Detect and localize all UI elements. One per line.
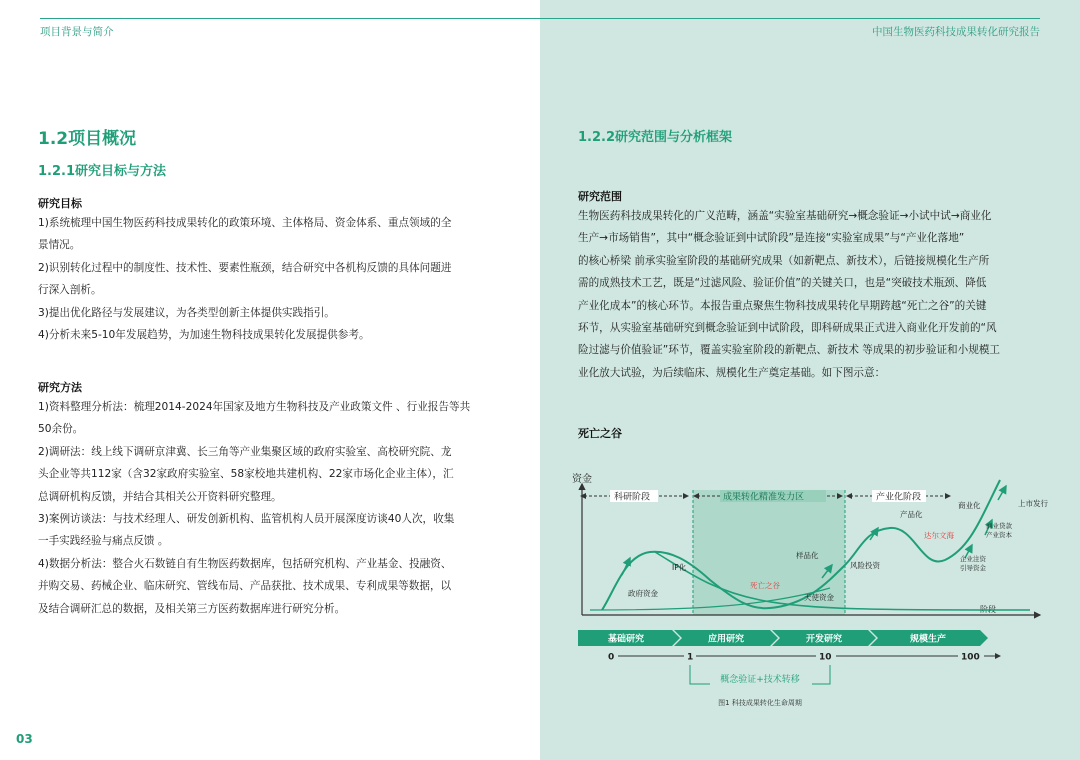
methods-line: 一手实践经验与痛点反馈 。 <box>38 535 169 548</box>
header-rule <box>540 18 1040 19</box>
listing-arrow <box>998 486 1006 500</box>
listing-label: 上市发行 <box>1018 499 1048 508</box>
commercial-label: 商业化 <box>958 501 981 510</box>
methods-line: 4)数据分析法：整合火石数链自有生物医药数据库，包括研究机构、产业基金、投融资、 <box>38 557 452 570</box>
scope-line: 生产→市场销售”，其中“概念验证到中试阶段”是连接“实验室成果”与“产业化落地” <box>578 232 965 245</box>
ef-line: 企业注资 <box>960 555 986 563</box>
enterprise-funds-label <box>960 554 987 572</box>
phase-research-label: 科研阶段 <box>614 492 651 503</box>
scale-100: 100 <box>961 652 980 663</box>
figure-caption: 图1 科技成果转化生命周期 <box>718 699 802 707</box>
goals-line: 4)分析未来5-10年发展趋势，为加速生物科技成果转化发展提供参考。 <box>38 329 370 342</box>
darwin-sea-label: 达尔文海 <box>924 531 954 540</box>
gov-funds-label: 政府资金 <box>628 589 658 598</box>
page-number: 03 <box>16 732 33 746</box>
x-axis-label: 阶段 <box>980 605 996 614</box>
methods-line: 及结合调研汇总的数据，及相关第三方医药数据库进行研究分析。 <box>38 602 346 615</box>
methods-line: 2)调研法：线上线下调研京津冀、长三角等产业集聚区域的政府实验室、高校研究院、龙 <box>38 445 452 458</box>
scope-heading: 研究范围 <box>578 190 622 203</box>
goals-paragraph <box>38 212 518 346</box>
goals-line: 3)提出优化路径与发展建议，为各类型创新主体提供实践指引。 <box>38 306 335 319</box>
gov-arrow <box>622 558 630 575</box>
goals-line: 2)识别转化过程中的制度性、技术性、要素性瓶颈，结合研究中各机构反馈的具体问题进 <box>38 261 452 274</box>
stage-development-label: 开发研究 <box>805 634 843 645</box>
goals-heading: 研究目标 <box>38 197 82 210</box>
bracket-label: 概念验证+技术转移 <box>720 675 800 685</box>
scope-line: 生物医药科技成果转化的广义范畴，涵盖“实验室基础研究→概念验证→小试中试→商业化 <box>578 210 992 222</box>
commercial-loan-label <box>986 521 1013 539</box>
scale-0: 0 <box>608 652 615 663</box>
methods-line: 总调研机构反馈，并结合其相关公开资料研究整理。 <box>38 490 282 503</box>
chart-heading: 死亡之谷 <box>578 427 622 440</box>
ip-label: IP化 <box>672 563 687 572</box>
stage-bar <box>578 630 988 646</box>
goals-line: 1)系统梳理中国生物医药科技成果转化的政策环境、主体格局、资金体系、重点领域的全 <box>38 217 452 229</box>
stage-applied-label: 应用研究 <box>707 634 745 645</box>
scope-paragraph <box>578 205 1058 384</box>
scope-line: 业化放大试验，为后续临床、规模化生产奠定基础。如下图示意： <box>578 366 886 379</box>
phase-industry-label: 产业化阶段 <box>876 492 922 503</box>
sample-label: 样品化 <box>796 551 819 560</box>
valley-of-death-diagram <box>560 460 1060 720</box>
methods-paragraph <box>38 396 518 620</box>
header-left-title: 项目背景与简介 <box>40 26 114 38</box>
y-axis-label: 资金 <box>572 474 592 485</box>
section-title: 1.2项目概况 <box>38 129 137 149</box>
header-rule <box>40 18 540 19</box>
venture-label: 风险投资 <box>850 561 880 570</box>
scope-line: 的核心桥梁 前承实验室阶段的基础研究成果（如新靶点、新技术），后链接规模化生产所 <box>578 254 990 267</box>
scale-10: 10 <box>819 652 832 663</box>
scope-line: 需的成熟技术工艺，既是“过滤风险、验证价值”的关键关口，也是“突破技术瓶颈、降低 <box>578 277 987 290</box>
scale-1: 1 <box>687 652 694 663</box>
methods-line: 头企业等共112家（含32家政府实验室、58家校地共建机构、22家市场化企业主体），汇 <box>38 468 454 481</box>
angel-label: 天使资金 <box>804 593 834 602</box>
subsection-title-right: 1.2.2研究范围与分析框架 <box>578 130 733 145</box>
ef-line: 引导资金 <box>960 564 986 572</box>
subsection-title: 1.2.1研究目标与方法 <box>38 164 167 179</box>
goals-line: 行深入剖析。 <box>38 284 102 297</box>
goals-line: 景情况。 <box>38 239 81 252</box>
valley-label: 死亡之谷 <box>750 581 780 590</box>
cl-line: 商业贷款 <box>986 522 1012 530</box>
scope-line: 险过滤与价值验证”环节，覆盖实验室阶段的新靶点、新技术 等成果的初步验证和小规模工 <box>578 344 1001 357</box>
scope-line: 产业化成本”的核心环节。本报告重点聚焦生物科技成果转化早期跨越“死亡之谷”的关键 <box>578 299 987 312</box>
header-right-title: 中国生物医药科技成果转化研究报告 <box>872 26 1040 38</box>
methods-line: 并购交易、药械企业、临床研究、管线布局、产品获批、技术成果、专利成果等数据，以 <box>38 580 452 593</box>
stage-scale-label: 规模生产 <box>909 634 947 645</box>
methods-line: 50余份。 <box>38 423 84 436</box>
scope-line: 环节，从实验室基础研究到概念验证到中试阶段，即科研成果正式进入商业化开发前的“风 <box>578 322 997 335</box>
cl-line: 产业资本 <box>986 531 1012 539</box>
methods-line: 3)案例访谈法：与技术经理人、研发创新机构、监管机构人员开展深度访谈40人次，收集 <box>38 513 455 526</box>
methods-heading: 研究方法 <box>38 381 82 394</box>
product-label: 产品化 <box>900 510 923 519</box>
phase-zone-label: 成果转化精准发力区 <box>723 492 805 503</box>
methods-line: 1)资料整理分析法：梳理2014-2024年国家及地方生物科技及产业政策文件 、行业报告等共 <box>38 401 471 413</box>
stage-basic-label: 基础研究 <box>607 634 645 645</box>
